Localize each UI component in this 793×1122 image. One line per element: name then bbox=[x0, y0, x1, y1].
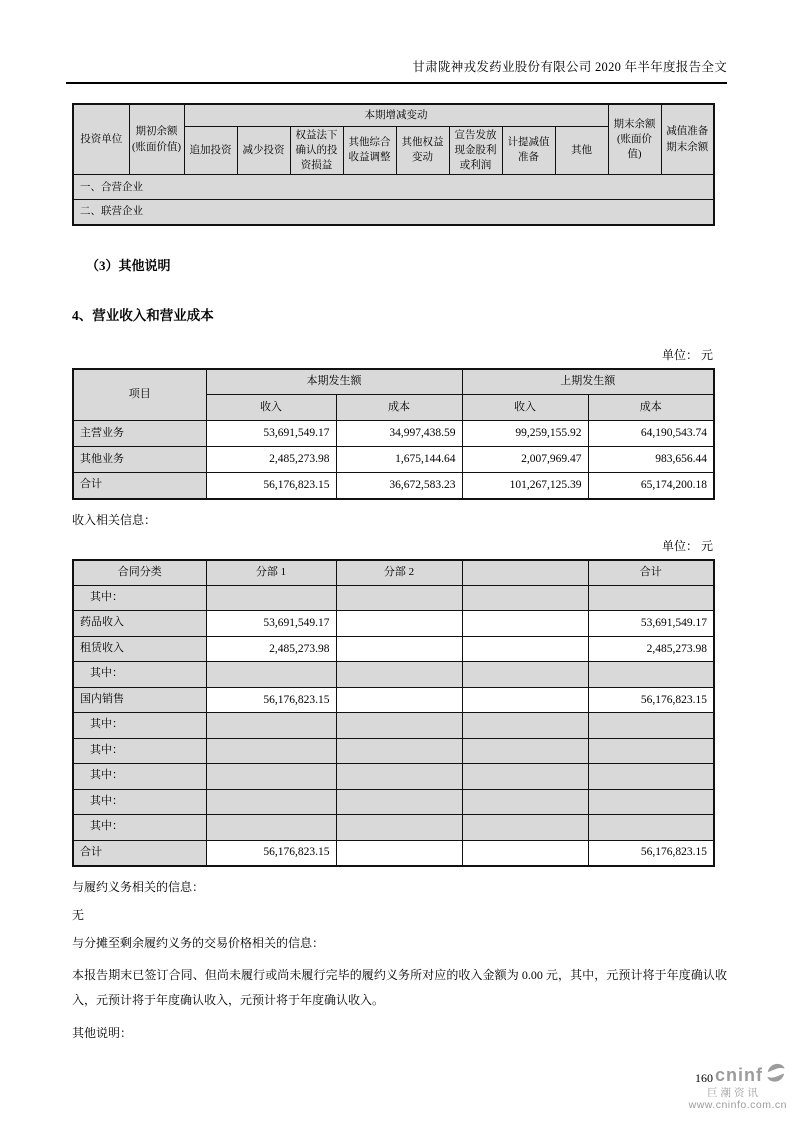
cninfo-chinese-name: 巨潮资讯 bbox=[707, 1086, 761, 1099]
table-row bbox=[73, 738, 714, 764]
row-label-main-business: 主营业务 bbox=[73, 421, 206, 447]
row-label-total: 合计 bbox=[73, 840, 206, 866]
table-row bbox=[73, 713, 714, 739]
row-label-subhead: 其中： bbox=[73, 713, 206, 739]
empty-cell bbox=[206, 713, 336, 739]
cell-value: 53,691,549.17 bbox=[588, 611, 714, 637]
cell-value: 983,656.44 bbox=[588, 447, 714, 473]
header-rule bbox=[66, 82, 727, 84]
cell-value bbox=[462, 687, 588, 713]
note-remaining-obligation-label: 与分摊至剩余履约义务的交易价格相关的信息： bbox=[72, 935, 325, 950]
empty-cell bbox=[206, 815, 336, 841]
cell-value: 2,007,969.47 bbox=[462, 447, 588, 473]
cell-value bbox=[336, 611, 462, 637]
empty-cell bbox=[336, 789, 462, 815]
cninfo-url: www.cninfo.com.cn bbox=[688, 1099, 787, 1112]
unit-label-1: 单位： 元 bbox=[661, 347, 713, 362]
cell-value: 56,176,823.15 bbox=[206, 840, 336, 866]
cell-value: 56,176,823.15 bbox=[206, 687, 336, 713]
col-opening-balance: 期初余额(账面价值) bbox=[129, 104, 184, 175]
cell-value: 2,485,273.98 bbox=[206, 636, 336, 662]
cell-value: 2,485,273.98 bbox=[206, 447, 336, 473]
cell-value: 36,672,583.23 bbox=[336, 473, 462, 499]
cell-value bbox=[336, 840, 462, 866]
empty-cell bbox=[462, 738, 588, 764]
row-label-total: 合计 bbox=[73, 473, 206, 499]
cell-value: 53,691,549.17 bbox=[206, 611, 336, 637]
col-income-current: 收入 bbox=[206, 395, 336, 421]
empty-cell bbox=[206, 738, 336, 764]
empty-cell bbox=[588, 662, 714, 688]
table-row bbox=[73, 687, 714, 713]
empty-cell bbox=[336, 815, 462, 841]
table-row bbox=[73, 789, 714, 815]
row-label-other-business: 其他业务 bbox=[73, 447, 206, 473]
table-row bbox=[73, 585, 714, 611]
empty-cell bbox=[588, 815, 714, 841]
col-segment-2: 分部 2 bbox=[336, 560, 462, 586]
heading-revenue-section: 4、营业收入和营业成本 bbox=[72, 307, 214, 323]
empty-cell bbox=[462, 764, 588, 790]
col-additional-investment: 追加投资 bbox=[184, 126, 237, 175]
revenue-cost-table bbox=[72, 368, 715, 500]
cninfo-logo bbox=[689, 1063, 787, 1112]
row-label-subhead: 其中： bbox=[73, 789, 206, 815]
col-cost-current: 成本 bbox=[336, 395, 462, 421]
table-row bbox=[73, 764, 714, 790]
col-investment-unit: 投资单位 bbox=[73, 104, 129, 175]
empty-cell bbox=[336, 585, 462, 611]
table-row bbox=[73, 840, 714, 866]
col-item: 项目 bbox=[73, 369, 206, 421]
table-row bbox=[73, 611, 714, 637]
cell-value: 53,691,549.17 bbox=[206, 421, 336, 447]
col-declared-dividends: 宣告发放现金股利或利润 bbox=[449, 126, 502, 175]
empty-cell bbox=[206, 764, 336, 790]
table-row bbox=[73, 473, 714, 499]
investment-row-associates: 二、联营企业 bbox=[73, 200, 714, 225]
note-remaining-obligation-text: 本报告期末已签订合同、但尚未履行或尚未履行完毕的履约义务所对应的收入金额为 0.00 元，其中，元预计将于年度确认收入，元预计将于年度确认收入，元预计将于年度确认收入。 bbox=[72, 967, 727, 1007]
cell-value bbox=[462, 611, 588, 637]
row-label-subhead: 其中： bbox=[73, 815, 206, 841]
investment-row-joint-ventures: 一、合营企业 bbox=[73, 175, 714, 200]
empty-cell bbox=[588, 789, 714, 815]
empty-cell bbox=[462, 662, 588, 688]
col-segment-1: 分部 1 bbox=[206, 560, 336, 586]
heading-other-notes: （3）其他说明 bbox=[86, 257, 171, 273]
cell-value bbox=[336, 687, 462, 713]
empty-cell bbox=[462, 585, 588, 611]
table-row bbox=[73, 815, 714, 841]
cell-value bbox=[462, 840, 588, 866]
cell-value: 56,176,823.15 bbox=[588, 840, 714, 866]
empty-cell bbox=[336, 738, 462, 764]
table-row bbox=[73, 447, 714, 473]
empty-cell bbox=[206, 789, 336, 815]
col-current-period: 本期发生额 bbox=[206, 369, 462, 395]
cell-value bbox=[462, 636, 588, 662]
table-row bbox=[73, 662, 714, 688]
row-label-subhead: 其中： bbox=[73, 738, 206, 764]
empty-cell bbox=[336, 764, 462, 790]
empty-cell bbox=[462, 713, 588, 739]
table-row bbox=[73, 421, 714, 447]
col-current-changes: 本期增减变动 bbox=[184, 104, 608, 126]
col-closing-balance: 期末余额(账面价值) bbox=[608, 104, 661, 175]
col-reduced-investment: 减少投资 bbox=[237, 126, 290, 175]
contract-classification-table bbox=[72, 559, 715, 867]
row-label-subhead: 其中： bbox=[73, 662, 206, 688]
unit-label-2: 单位： 元 bbox=[661, 538, 713, 553]
col-oci-adjustment: 其他综合收益调整 bbox=[343, 126, 396, 175]
row-label-domestic-sales: 国内销售 bbox=[73, 687, 206, 713]
empty-cell bbox=[336, 662, 462, 688]
cninfo-brand-text: cninf bbox=[715, 1064, 763, 1085]
empty-cell bbox=[588, 764, 714, 790]
empty-cell bbox=[206, 662, 336, 688]
empty-cell bbox=[462, 815, 588, 841]
col-blank bbox=[462, 560, 588, 586]
income-info-label: 收入相关信息： bbox=[72, 512, 157, 527]
cninfo-swirl-icon bbox=[765, 1063, 787, 1088]
empty-cell bbox=[588, 738, 714, 764]
col-impairment-closing: 减值准备期末余额 bbox=[661, 104, 714, 175]
note-performance-obligation-label: 与履约义务相关的信息： bbox=[72, 879, 205, 894]
doc-header-title: 甘肃陇神戎发药业股份有限公司 2020 年半年度报告全文 bbox=[412, 60, 727, 74]
cell-value: 64,190,543.74 bbox=[588, 421, 714, 447]
col-equity-method-pl: 权益法下确认的投资损益 bbox=[290, 126, 343, 175]
row-label-subhead: 其中： bbox=[73, 764, 206, 790]
empty-cell bbox=[462, 789, 588, 815]
cell-value bbox=[336, 636, 462, 662]
note-none: 无 bbox=[72, 907, 85, 922]
cell-value: 2,485,273.98 bbox=[588, 636, 714, 662]
page-number: 160 bbox=[695, 1071, 713, 1086]
row-label-drug-income: 药品收入 bbox=[73, 611, 206, 637]
col-impairment-provision: 计提减值准备 bbox=[502, 126, 555, 175]
col-income-prior: 收入 bbox=[462, 395, 588, 421]
cell-value: 99,259,155.92 bbox=[462, 421, 588, 447]
col-contract-class: 合同分类 bbox=[73, 560, 206, 586]
cell-value: 34,997,438.59 bbox=[336, 421, 462, 447]
cell-value: 56,176,823.15 bbox=[588, 687, 714, 713]
cell-value: 101,267,125.39 bbox=[462, 473, 588, 499]
col-cost-prior: 成本 bbox=[588, 395, 714, 421]
cell-value: 1,675,144.64 bbox=[336, 447, 462, 473]
col-prior-period: 上期发生额 bbox=[462, 369, 714, 395]
investment-table bbox=[72, 103, 715, 226]
col-other: 其他 bbox=[555, 126, 608, 175]
row-label-rental-income: 租赁收入 bbox=[73, 636, 206, 662]
empty-cell bbox=[588, 585, 714, 611]
col-total: 合计 bbox=[588, 560, 714, 586]
row-label-subhead: 其中： bbox=[73, 585, 206, 611]
empty-cell bbox=[206, 585, 336, 611]
note-other-label: 其他说明： bbox=[72, 1026, 133, 1041]
empty-cell bbox=[588, 713, 714, 739]
cell-value: 56,176,823.15 bbox=[206, 473, 336, 499]
col-other-equity-changes: 其他权益变动 bbox=[396, 126, 449, 175]
empty-cell bbox=[336, 713, 462, 739]
table-row bbox=[73, 636, 714, 662]
cell-value: 65,174,200.18 bbox=[588, 473, 714, 499]
